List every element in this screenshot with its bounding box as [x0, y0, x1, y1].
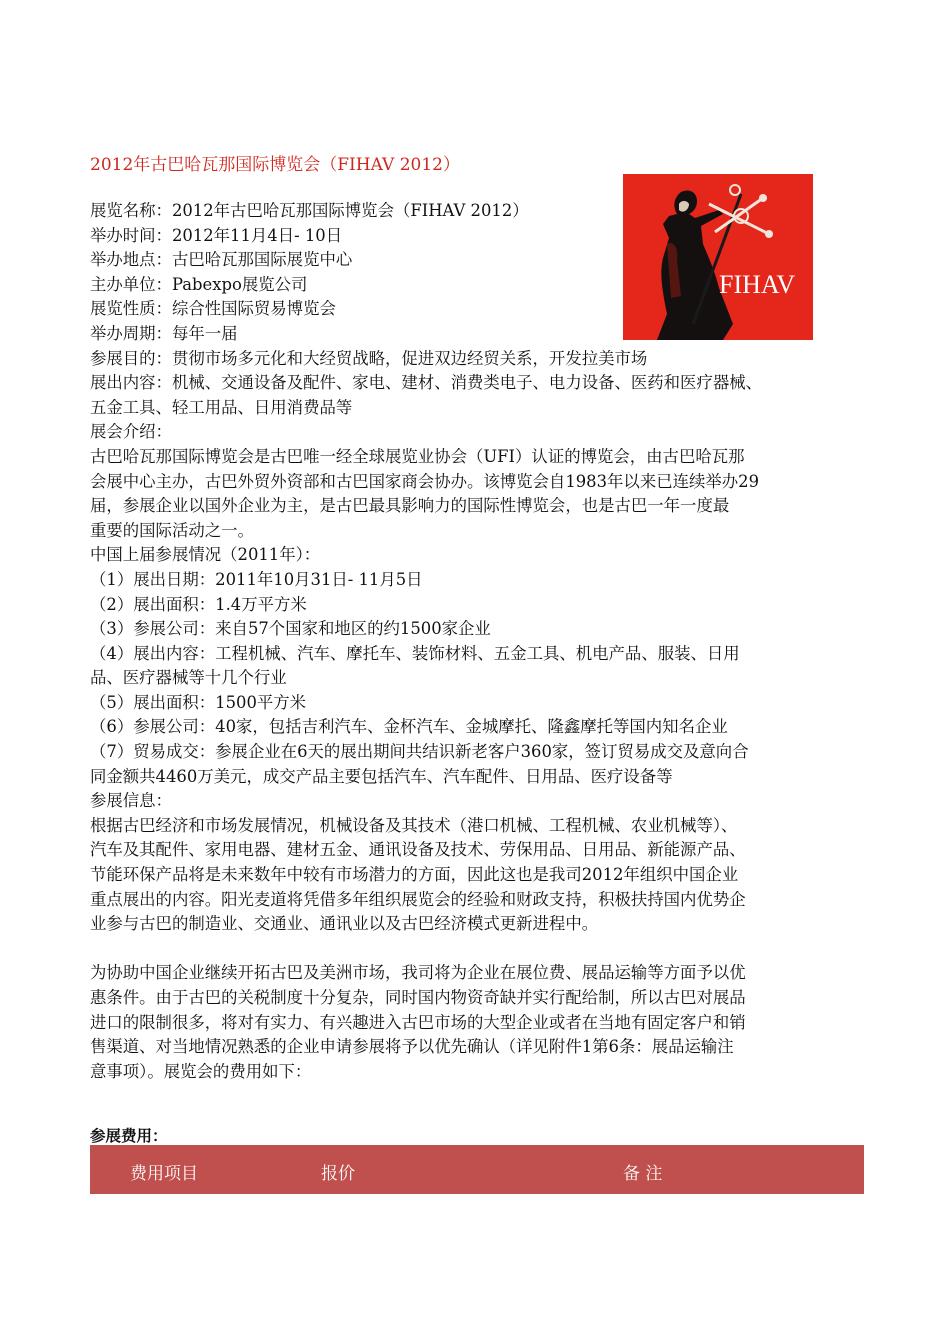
body-line: 展览性质：综合性国际贸易博览会 — [90, 299, 336, 319]
document-body — [90, 199, 880, 1084]
body-line: 汽车及其配件、家用电器、建材五金、通讯设备及技术、劳保用品、日用品、新能源产品、 — [90, 840, 746, 860]
body-line: 古巴哈瓦那国际博览会是古巴唯一经全球展览业协会（UFI）认证的博览会，由古巴哈瓦那 — [90, 446, 745, 466]
body-line: 中国上届参展情况（2011年）： — [90, 545, 321, 565]
body-line: 举办地点：古巴哈瓦那国际展览中心 — [90, 250, 353, 270]
body-line: 展会介绍： — [90, 422, 172, 442]
body-line: 业参与古巴的制造业、交通业、通讯业以及古巴经济模式更新进程中。 — [90, 914, 599, 934]
body-line: 重点展出的内容。阳光麦道将凭借多年组织展览会的经验和财政支持，积极扶持国内优势企 — [90, 889, 746, 909]
body-line: 同金额共4460万美元，成交产品主要包括汽车、汽车配件、日用品、医疗设备等 — [90, 766, 673, 786]
body-line: 意事项）。展览会的费用如下： — [90, 1061, 312, 1081]
body-line — [90, 937, 880, 962]
body-line: （1）展出日期：2011年10月31日- 11月5日 — [90, 569, 423, 589]
body-line: 节能环保产品将是未来数年中较有市场潜力的方面，因此这也是我司2012年组织中国企业 — [90, 865, 739, 885]
document-title: 2012年古巴哈瓦那国际博览会（FIHAV 2012） — [90, 155, 460, 175]
body-line: 五金工具、轻工用品、日用消费品等 — [90, 397, 353, 417]
fee-heading: 参展费用： — [90, 1127, 168, 1145]
body-line: （5）展出面积：1500平方米 — [90, 692, 307, 712]
body-line: 品、医疗器械等十几个行业 — [90, 668, 287, 688]
body-line: 售渠道、对当地情况熟悉的企业申请参展将予以优先确认（详见附件1第6条：展品运输注 — [90, 1037, 734, 1057]
body-line: 参展目的：贯彻市场多元化和大经贸战略，促进双边经贸关系，开发拉美市场 — [90, 348, 648, 368]
body-line: 举办时间：2012年11月4日- 10日 — [90, 225, 343, 245]
body-line: 进口的限制很多，将对有实力、有兴趣进入古巴市场的大型企业或者在当地有固定客户和销 — [90, 1012, 746, 1032]
body-line: 惠条件。由于古巴的关税制度十分复杂，同时国内物资奇缺并实行配给制，所以古巴对展品 — [90, 988, 746, 1007]
fee-col-item: 费用项目 — [130, 1164, 198, 1184]
body-line: （3）参展公司：来自57个国家和地区的约1500家企业 — [90, 619, 491, 639]
body-line: 展出内容：机械、交通设备及配件、家电、建材、消费类电子、电力设备、医药和医疗器械、 — [90, 373, 763, 393]
fee-col-price: 报价 — [321, 1164, 355, 1184]
body-line: 主办单位：Pabexpo展览公司 — [90, 274, 308, 294]
body-line: （6）参展公司：40家，包括吉利汽车、金杯汽车、金城摩托、隆鑫摩托等国内知名企业 — [90, 717, 728, 737]
body-line: 重要的国际活动之一。 — [90, 520, 254, 540]
body-line: （7）贸易成交：参展企业在6天的展出期间共结识新老客户360家，签订贸易成交及意向合 — [90, 742, 749, 762]
body-line: 举办周期：每年一届 — [90, 323, 238, 343]
body-line: 为协助中国企业继续开拓古巴及美洲市场，我司将为企业在展位费、展品运输等方面予以优 — [90, 963, 746, 983]
body-line: （4）展出内容：工程机械、汽车、摩托车、装饰材料、五金工具、机电产品、服装、日用 — [90, 643, 740, 663]
fee-table-header — [90, 1145, 864, 1194]
logo-text: FIHAV — [719, 270, 796, 299]
body-line: 展览名称：2012年古巴哈瓦那国际博览会（FIHAV 2012） — [90, 201, 529, 220]
body-line: 会展中心主办，古巴外贸外资部和古巴国家商会协办。该博览会自1983年以来已连续举办29 — [90, 471, 760, 491]
body-line: （2）展出面积：1.4万平方米 — [90, 594, 307, 614]
body-line: 参展信息： — [90, 791, 172, 811]
fee-col-remark: 备 注 — [623, 1164, 663, 1184]
body-line: 根据古巴经济和市场发展情况，机械设备及其技术（港口机械、工程机械、农业机械等）、 — [90, 815, 738, 835]
body-line: 届，参展企业以国外企业为主，是古巴最具影响力的国际性博览会，也是古巴一年一度最 — [90, 496, 730, 516]
